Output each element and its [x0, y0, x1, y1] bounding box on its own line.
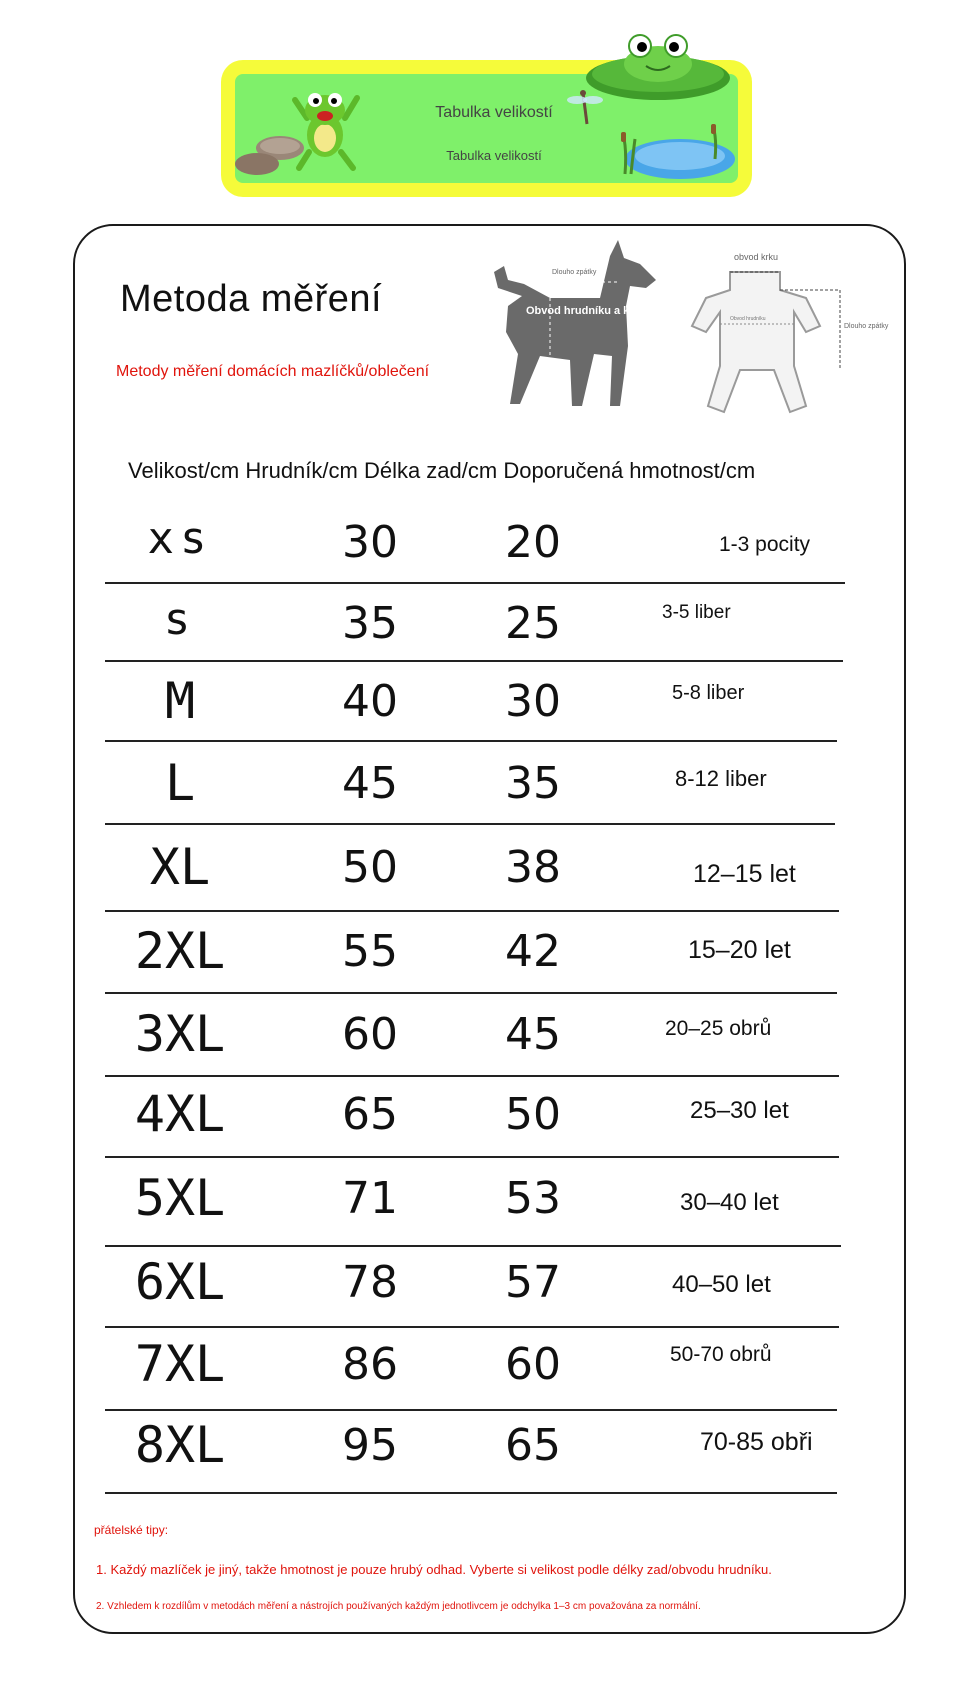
- size-cell: M: [164, 672, 196, 730]
- banner-title: Tabulka velikostí: [435, 104, 553, 121]
- garment-measurement-diagram: [690, 246, 900, 426]
- garment-chest-label: Obvod hrudníku: [730, 316, 766, 322]
- back-length-cell: 65: [505, 1420, 561, 1471]
- back-length-cell: 25: [505, 598, 561, 649]
- row-divider: [105, 1245, 841, 1247]
- weight-cell: 12–15 let: [693, 860, 796, 888]
- back-length-cell: 30: [505, 676, 561, 727]
- weight-cell: 25–30 let: [690, 1097, 789, 1124]
- method-title: Metoda měření: [120, 278, 383, 320]
- chest-cell: 40: [342, 676, 398, 727]
- row-divider: [105, 1409, 837, 1411]
- row-divider: [105, 582, 845, 584]
- frog-icon: [275, 80, 375, 175]
- row-divider: [105, 1326, 839, 1328]
- tip-2: 2. Vzhledem k rozdílům v metodách měření a nástrojích používaných každým jednotlivcem je odchylka 1–3 cm považována za normální.: [96, 1601, 701, 1612]
- size-cell: 5XL: [134, 1169, 226, 1227]
- back-length-cell: 20: [505, 517, 561, 568]
- table-header: Velikost/cm Hrudník/cm Délka zad/cm Doporučená hmotnost/cm: [128, 458, 756, 483]
- row-divider: [105, 660, 843, 662]
- row-divider: [105, 823, 835, 825]
- back-length-cell: 35: [505, 758, 561, 809]
- weight-cell: 8-12 liber: [675, 766, 767, 791]
- chest-cell: 71: [342, 1173, 398, 1224]
- row-divider: [105, 740, 837, 742]
- chest-cell: 78: [342, 1257, 398, 1308]
- back-length-cell: 53: [505, 1173, 561, 1224]
- dog-chest-label: Obvod hrudníku a krku: [526, 305, 647, 317]
- weight-cell: 30–40 let: [680, 1189, 779, 1216]
- pond-icon: [605, 104, 735, 183]
- weight-cell: 50-70 obrů: [670, 1343, 772, 1366]
- row-divider: [105, 992, 837, 994]
- row-divider: [105, 1156, 839, 1158]
- row-divider: [105, 1492, 837, 1494]
- size-cell: XL: [149, 838, 211, 896]
- size-cell: 4XL: [134, 1085, 226, 1143]
- row-divider: [105, 1075, 839, 1077]
- lily-pad-frog-icon: [578, 28, 738, 108]
- method-subtitle: Metody měření domácích mazlíčků/oblečení: [116, 363, 430, 380]
- back-length-cell: 42: [505, 926, 561, 977]
- chest-cell: 60: [342, 1009, 398, 1060]
- size-cell: 2XL: [134, 922, 226, 980]
- back-length-cell: 60: [505, 1339, 561, 1390]
- back-length-cell: 38: [505, 842, 561, 893]
- weight-cell: 20–25 obrů: [665, 1017, 772, 1040]
- dog-back-label: Dlouho zpátky: [552, 269, 597, 276]
- dog-measurement-diagram: [490, 236, 680, 416]
- weight-cell: 15–20 let: [688, 936, 791, 964]
- chest-cell: 65: [342, 1089, 398, 1140]
- banner-subtitle: Tabulka velikostí: [446, 148, 542, 163]
- garment-neck-label: obvod krku: [734, 252, 779, 262]
- weight-cell: 40–50 let: [672, 1271, 771, 1298]
- size-cell: s: [163, 594, 197, 645]
- size-cell: 8XL: [134, 1416, 226, 1474]
- tips-heading: přátelské tipy:: [94, 1523, 169, 1537]
- garment-back-label: Dlouho zpátky: [844, 323, 889, 330]
- chest-cell: 50: [342, 842, 398, 893]
- size-cell: xs: [147, 513, 213, 564]
- back-length-cell: 57: [505, 1257, 561, 1308]
- size-cell: 7XL: [134, 1335, 226, 1393]
- weight-cell: 5-8 liber: [672, 682, 745, 704]
- chest-cell: 30: [342, 517, 398, 568]
- size-cell: L: [164, 754, 196, 812]
- row-divider: [105, 910, 839, 912]
- back-length-cell: 45: [505, 1009, 561, 1060]
- size-cell: 6XL: [134, 1253, 226, 1311]
- chest-cell: 55: [342, 926, 398, 977]
- chest-cell: 95: [342, 1420, 398, 1471]
- weight-cell: 70-85 obři: [700, 1428, 813, 1456]
- tip-1: 1. Každý mazlíček je jiný, takže hmotnost je pouze hrubý odhad. Vyberte si velikost podle délky zad/obvodu hrudníku.: [96, 1562, 772, 1577]
- size-cell: 3XL: [134, 1005, 226, 1063]
- back-length-cell: 50: [505, 1089, 561, 1140]
- weight-cell: 1-3 pocity: [719, 533, 811, 556]
- chest-cell: 86: [342, 1339, 398, 1390]
- chest-cell: 45: [342, 758, 398, 809]
- weight-cell: 3-5 liber: [662, 602, 731, 623]
- chest-cell: 35: [342, 598, 398, 649]
